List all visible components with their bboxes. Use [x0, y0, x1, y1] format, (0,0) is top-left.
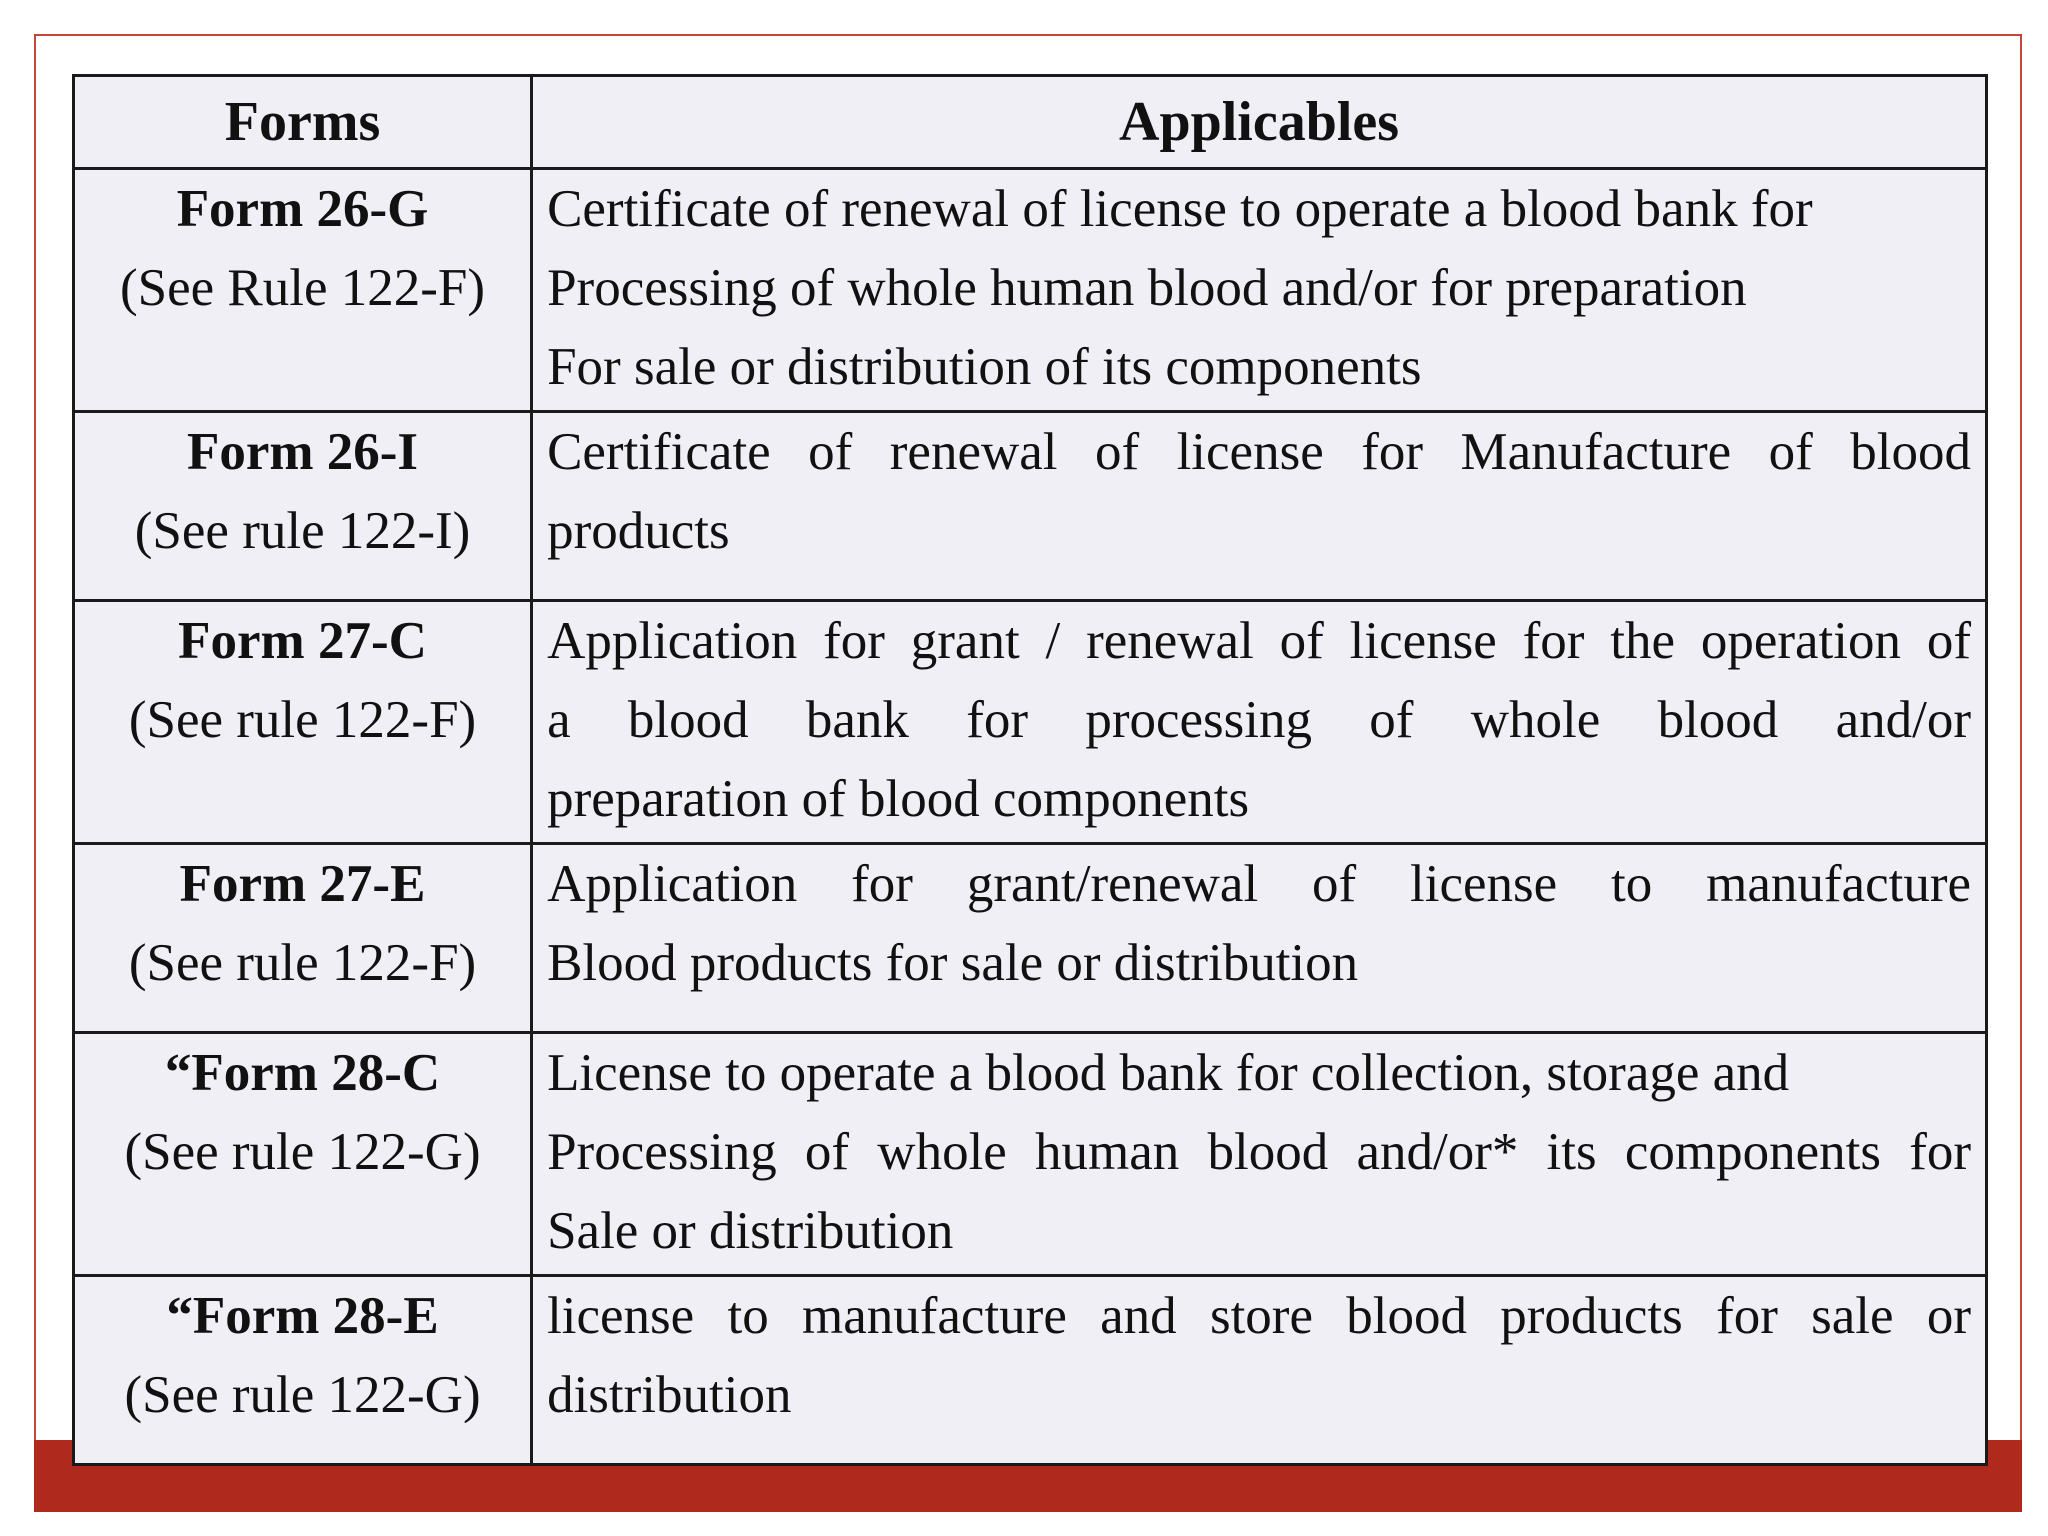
- form-name: “Form 28-E: [166, 1287, 439, 1345]
- applicable-cell: [532, 844, 1987, 1033]
- applicable-line: Application for grant/renewal of license to manufacture: [547, 855, 1971, 913]
- applicable-line: Processing of whole human blood and/or* its components for: [547, 1123, 1971, 1181]
- forms-table: [72, 74, 1988, 1466]
- table-row: [74, 601, 1987, 844]
- applicable-cell: [532, 412, 1987, 601]
- form-rule: (See rule 122-I): [134, 502, 471, 560]
- applicable-line: For sale or distribution of its components: [547, 338, 1422, 396]
- applicable-line: products: [547, 502, 730, 560]
- applicable-line: Certificate of renewal of license for Manufacture of blood: [547, 423, 1971, 481]
- form-cell: [74, 412, 532, 601]
- applicable-line: preparation of blood components: [547, 770, 1250, 828]
- header-forms: Forms: [74, 76, 532, 169]
- table-row: [74, 412, 1987, 601]
- applicable-cell: [532, 169, 1987, 412]
- form-rule: (See Rule 122-F): [120, 259, 486, 317]
- applicable-line: Sale or distribution: [547, 1202, 954, 1260]
- table-row: [74, 844, 1987, 1033]
- applicable-line: license to manufacture and store blood products for sale or: [547, 1287, 1971, 1345]
- applicable-cell: [532, 601, 1987, 844]
- form-name: Form 27-C: [178, 612, 427, 670]
- form-name: Form 26-I: [186, 423, 419, 481]
- form-name: Form 27-E: [179, 855, 426, 913]
- applicable-line: License to operate a blood bank for collection, storage and: [547, 1044, 1790, 1102]
- table-header-row: [74, 76, 1987, 169]
- header-applicables: Applicables: [532, 76, 1987, 169]
- form-cell: [74, 169, 532, 412]
- applicable-line: Certificate of renewal of license to operate a blood bank for: [547, 180, 1813, 238]
- form-name: Form 26-G: [176, 180, 429, 238]
- form-name: “Form 28-C: [164, 1044, 441, 1102]
- table-row: [74, 169, 1987, 412]
- applicable-line: distribution: [547, 1366, 792, 1424]
- form-rule: (See rule 122-G): [124, 1366, 481, 1424]
- form-cell: [74, 601, 532, 844]
- applicable-cell: [532, 1276, 1987, 1465]
- form-rule: (See rule 122-F): [128, 691, 477, 749]
- applicable-line: Application for grant / renewal of license for the operation of: [547, 612, 1971, 670]
- applicable-cell: [532, 1033, 1987, 1276]
- applicable-line: Processing of whole human blood and/or for preparation: [547, 259, 1747, 317]
- form-cell: [74, 844, 532, 1033]
- table-row: [74, 1276, 1987, 1465]
- form-rule: (See rule 122-G): [124, 1123, 481, 1181]
- applicable-line: Blood products for sale or distribution: [547, 934, 1359, 992]
- form-cell: [74, 1033, 532, 1276]
- form-rule: (See rule 122-F): [128, 934, 477, 992]
- applicable-line: a blood bank for processing of whole blood and/or: [547, 691, 1971, 749]
- form-cell: [74, 1276, 532, 1465]
- table-row: [74, 1033, 1987, 1276]
